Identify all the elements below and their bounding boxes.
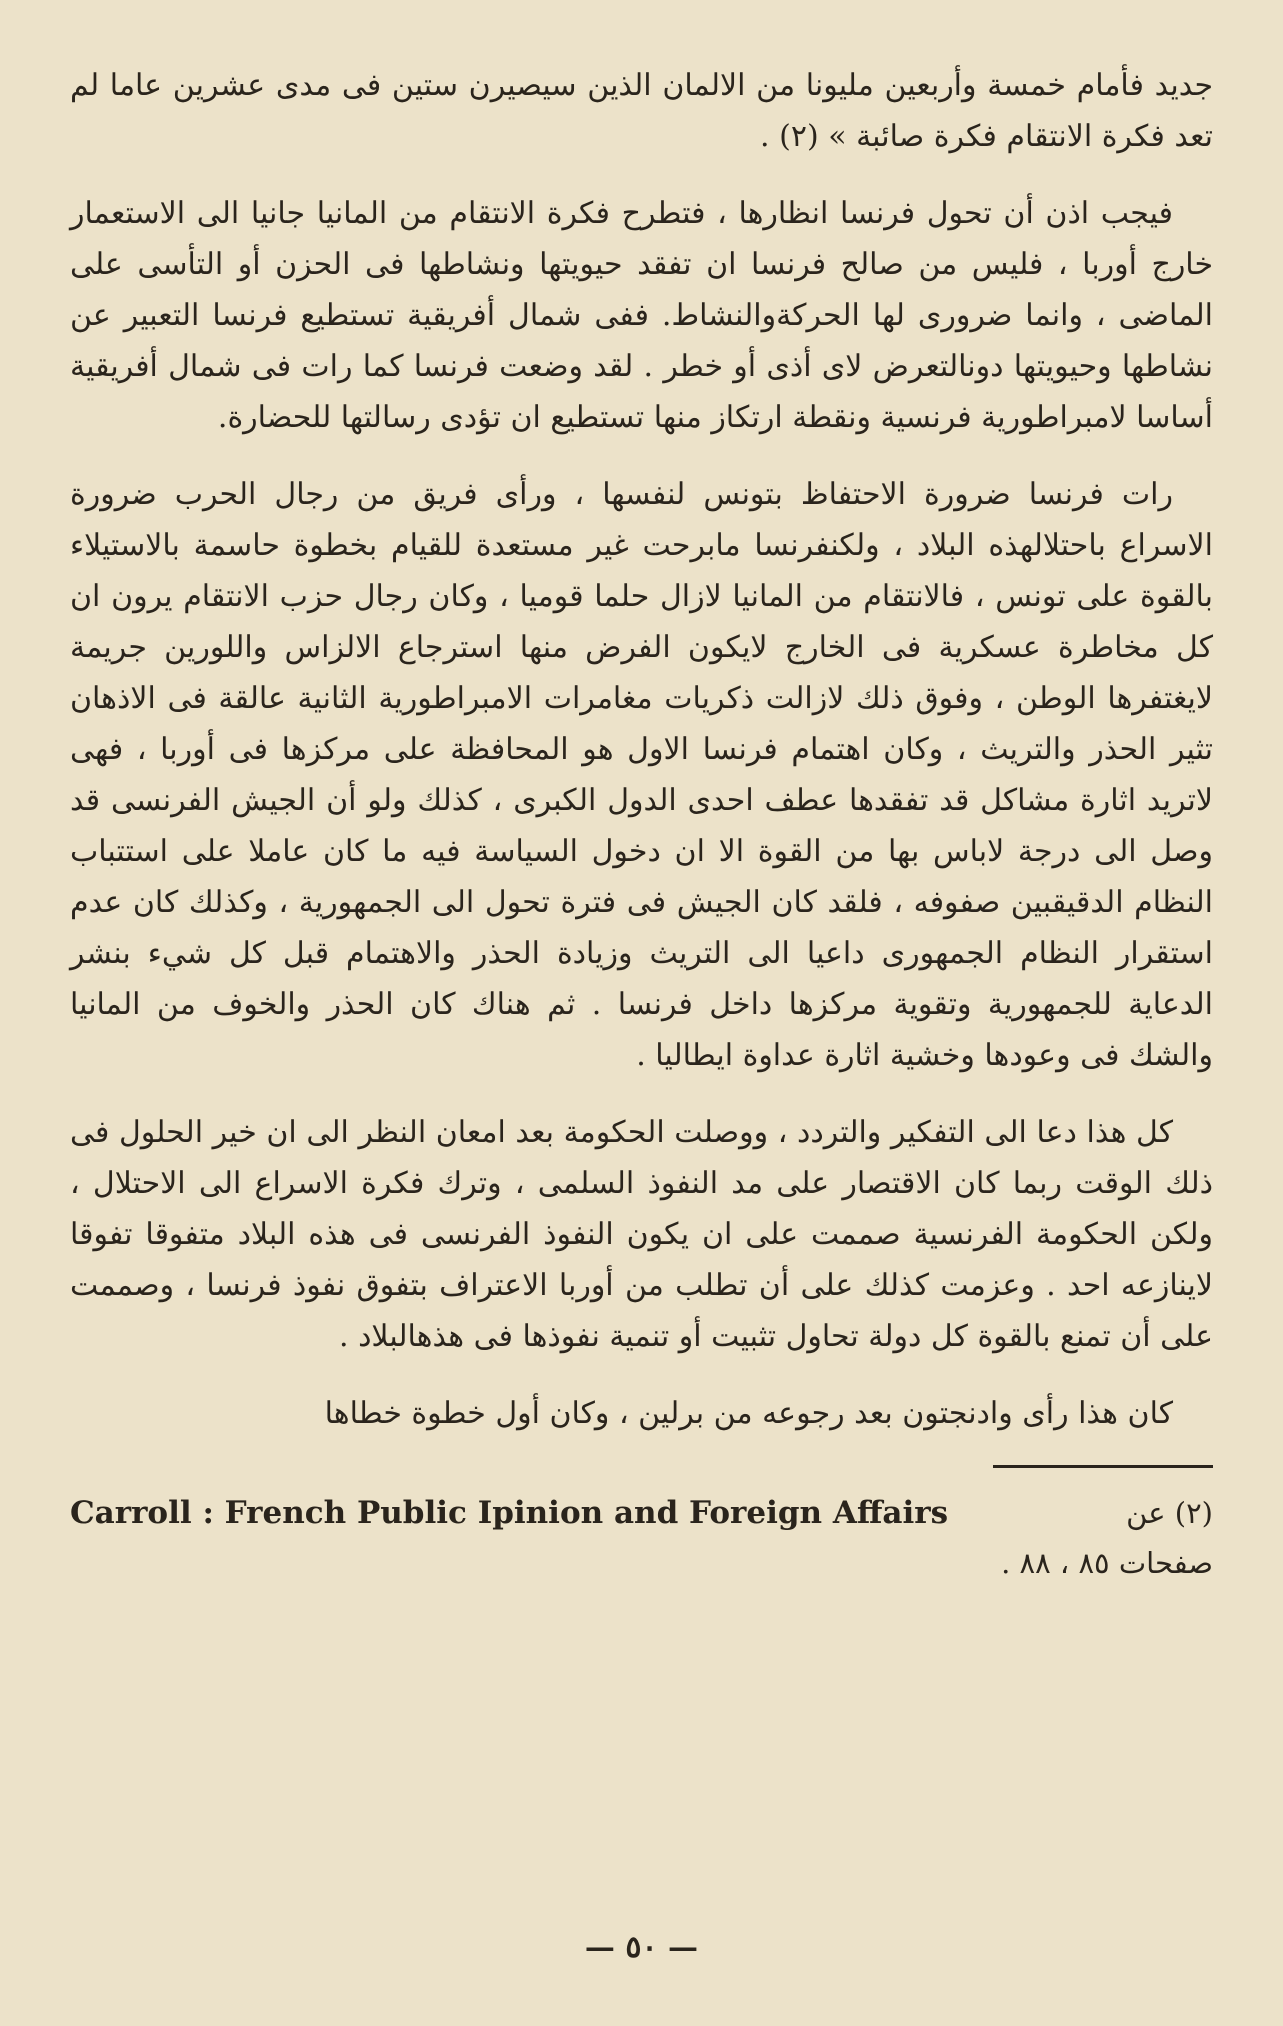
paragraph-4: كل هذا دعا الى التفكير والتردد ، ووصلت الحكومة بعد امعان النظر الى ان خير الحلول فى ذلك الوقت ربما كان الاقتصار على مد النفوذ السلمى ، وترك فكرة الاسراع الى الاحتلال ، ولكن الحكومة الفرنسية صممت على ان يكون النفوذ الفرنسى فى هذه البلاد متفوقا تفوقا لاينازعه احد . وعزمت كذلك على أن تطلب من أوربا الاعتراف بتفوق نفوذ فرنسا ، وصممت على أن تمنع بالقوة كل دولة تحاول تثبيت أو تنمية نفوذها فى هذهالبلاد .: [70, 1115, 1214, 1354]
paragraph-2: فيجب اذن أن تحول فرنسا انظارها ، فتطرح فكرة الانتقام من المانيا جانيا الى الاستعمار خارج أوربا ، فليس من صالح فرنسا ان تفقد حيويتها ونشاطها فى الحزن أو التأسى على الماضى ، وانما ضرورى لها الحركةوالنشاط. ففى شمال أفريقية تستطيع فرنسا التعبير عن نشاطها وحيويتها دونالتعرض لاى أذى أو خطر . لقد وضعت فرنسا كما رات فى شمال أفريقية أساسا لامبراطورية فرنسية ونقطة ارتكاز منها تستطيع ان تؤدى رسالتها للحضارة.: [70, 196, 1213, 435]
footnote-divider: [993, 1465, 1213, 1468]
footnote-marker: (٢) عن: [1126, 1496, 1213, 1530]
page-number: — ٥٠ —: [584, 1930, 699, 1965]
footnote-line-1: [70, 1488, 1213, 1538]
paragraph-5: كان هذا رأى وادنجتون بعد رجوعه من برلين ، وكان أول خطوة خطاها: [324, 1396, 1173, 1431]
paragraph-1: جديد فأمام خمسة وأربعين مليونا من الالمان الذين سيصيرن ستين فى مدى عشرين عاما لم تعد فكرة الانتقام فكرة صائبة » (٢) .: [70, 68, 1213, 154]
footnote-pages: صفحات ٨٥ ، ٨٨ .: [1001, 1546, 1213, 1580]
footnote-source: Carroll : French Public Ipinion and Foreign Affairs: [70, 1495, 949, 1531]
paragraph-3: رات فرنسا ضرورة الاحتفاظ بتونس لنفسها ، ورأى فريق من رجال الحرب ضرورة الاسراع باحتلالهذه البلاد ، ولكنفرنسا مابرحت غير مستعدة للقيام بخطوة حاسمة بالاستيلاء بالقوة على تونس ، فالانتقام من المانيا لازال حلما قوميا ، وكان رجال حزب الانتقام يرون ان كل مخاطرة عسكرية فى الخارج لايكون الفرض منها استرجاع الالزاس واللورين جريمة لايغتفرها الوطن ، وفوق ذلك لازالت ذكريات مغامرات الامبراطورية الثانية عالقة فى الاذهان تثير الحذر والتريث ، وكان اهتمام فرنسا الاول هو المحافظة على مركزها فى أوربا ، فهى لاتريد اثارة مشاكل قد تفقدها عطف احدى الدول الكبرى ، كذلك ولو أن الجيش الفرنسى قد وصل الى درجة لاباس بها من القوة الا ان دخول السياسة فيه ما كان عاملا على استتباب النظام الدقيقبين صفوفه ، فلقد كان الجيش فى فترة تحول الى الجمهورية ، وكذلك كان عدم استقرار النظام الجمهورى داعيا الى التريث وزيادة الحذر والاهتمام قبل كل شيء بنشر الدعاية للجمهورية وتقوية مركزها داخل فرنسا . ثم هناك كان الحذر والخوف من المانيا والشك فى وعودها وخشية اثارة عداوة ايطاليا .: [70, 477, 1213, 1073]
footnote: [70, 1488, 1213, 1588]
body-text: [70, 60, 1213, 1439]
